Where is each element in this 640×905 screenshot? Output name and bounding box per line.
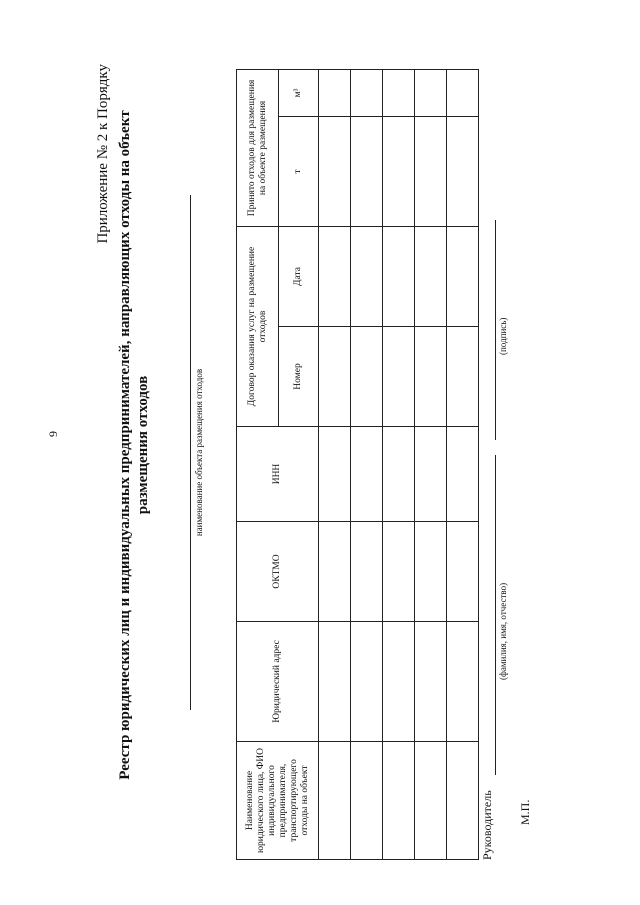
table-cell (383, 622, 415, 742)
table-cell (351, 742, 383, 860)
table-row (319, 69, 351, 859)
table-cell (319, 742, 351, 860)
table-cell (351, 327, 383, 427)
table-cell (383, 742, 415, 860)
table-cell (447, 116, 479, 226)
col-header-accepted: Принято отходов для размещения на объекте размещения (237, 69, 279, 226)
table-row (447, 69, 479, 859)
table-cell (447, 69, 479, 116)
table-cell (415, 116, 447, 226)
col-header-accepted-t: т (279, 116, 319, 226)
table-cell (383, 427, 415, 522)
col-header-contract-number: Номер (279, 327, 319, 427)
page-number: 9 (46, 431, 60, 437)
document-title: Реестр юридических лиц и индивидуальных предпринимателей, направляющих отходы на объект размещения отходов (117, 110, 151, 780)
table-cell (319, 226, 351, 326)
table-row (351, 69, 383, 859)
table-cell (415, 742, 447, 860)
name-line (495, 455, 496, 775)
table-cell (415, 327, 447, 427)
table-cell (415, 226, 447, 326)
table-cell (319, 622, 351, 742)
table-cell (383, 226, 415, 326)
table-cell (447, 522, 479, 622)
table-cell (351, 69, 383, 116)
table-cell (415, 69, 447, 116)
table-cell (351, 226, 383, 326)
table-cell (383, 522, 415, 622)
appendix-label: Приложение № 2 к Порядку (95, 64, 111, 244)
table-cell (319, 327, 351, 427)
col-header-inn: ИНН (237, 427, 319, 522)
table-cell (319, 116, 351, 226)
col-header-address: Юридический адрес (237, 622, 319, 742)
table-cell (351, 116, 383, 226)
table-cell (319, 69, 351, 116)
table-cell (447, 327, 479, 427)
table-cell (383, 116, 415, 226)
table-cell (447, 742, 479, 860)
table-cell (447, 427, 479, 522)
table-cell (383, 69, 415, 116)
table-cell (447, 622, 479, 742)
table-cell (415, 427, 447, 522)
object-name-caption: наименование объекта размещения отходов (194, 368, 204, 537)
table-row (383, 69, 415, 859)
table-cell (319, 427, 351, 522)
table-cell (351, 427, 383, 522)
table-cell (351, 622, 383, 742)
sign-caption: (подпись) (498, 317, 508, 355)
col-header-contract: Договор оказания услуг на размещение отходов (237, 226, 279, 426)
stamp-label: М.П. (518, 799, 532, 825)
head-label: Руководитель (480, 790, 494, 860)
registry-body (319, 69, 479, 859)
col-header-oktmo: ОКТМО (237, 522, 319, 622)
col-header-accepted-m3: м³ (279, 69, 319, 116)
signature-block (480, 0, 570, 860)
table-cell (415, 522, 447, 622)
table-cell (351, 522, 383, 622)
table-cell (319, 522, 351, 622)
table-cell (415, 622, 447, 742)
table-cell (383, 327, 415, 427)
sign-line (495, 220, 496, 440)
table-row (415, 69, 447, 859)
registry-table (236, 69, 479, 860)
col-header-name: Наименование юридического лица, ФИО индивидуального предпринимателя, транспортирующего отходы на объект (237, 742, 319, 860)
col-header-contract-date: Дата (279, 226, 319, 326)
name-caption: (фамилия, имя, отчество) (498, 582, 508, 680)
object-name-line (190, 195, 191, 710)
table-cell (447, 226, 479, 326)
